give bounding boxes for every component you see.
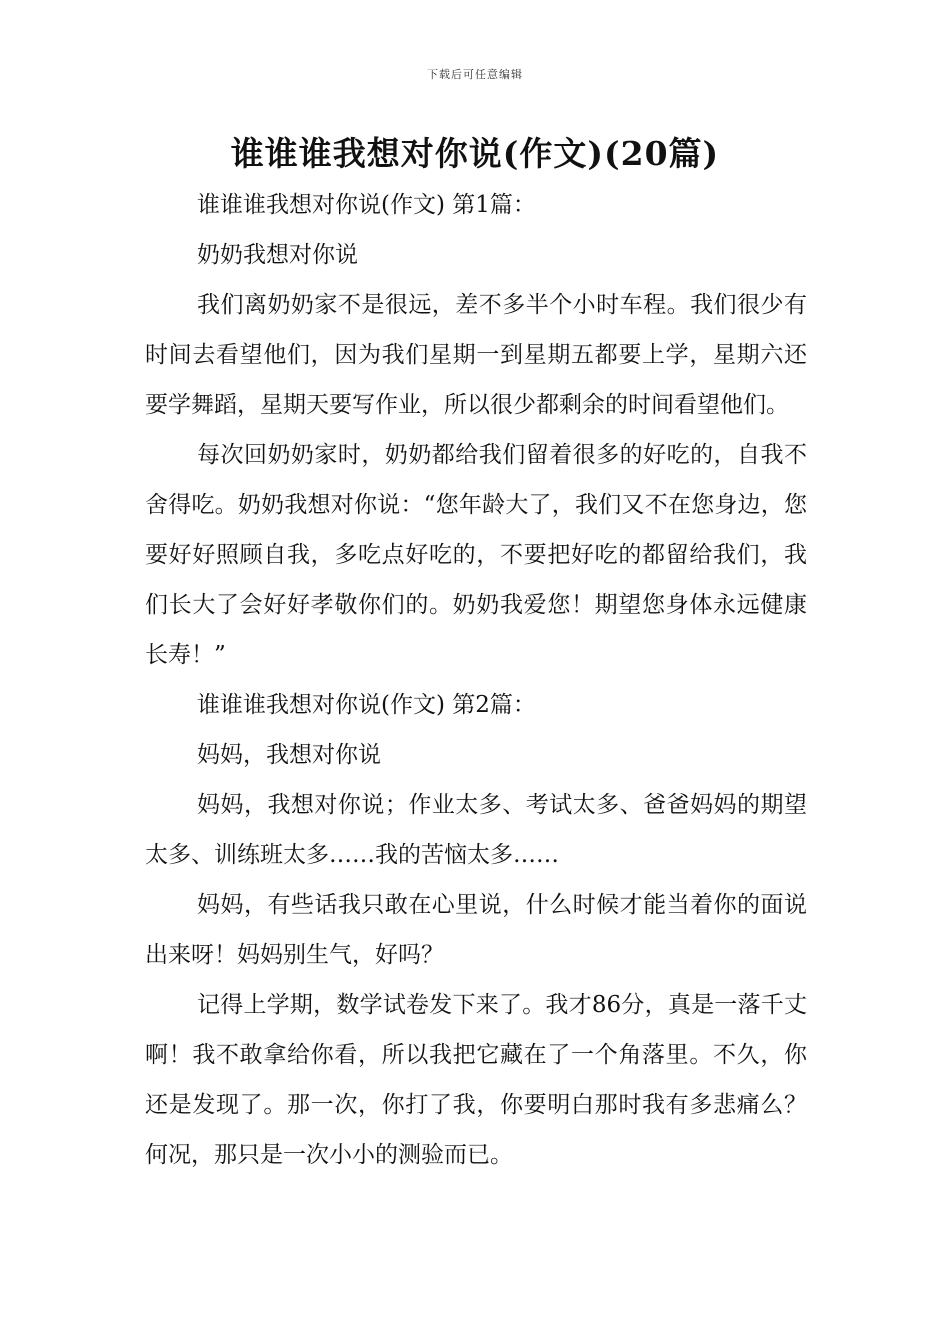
essay-title-1: 奶奶我想对你说 xyxy=(197,242,358,268)
document-body xyxy=(145,180,807,1180)
paragraph: 记得上学期，数学试卷发下来了。我才86分，真是一落千丈啊！我不敢拿给你看，所以我把它藏在了一个角落里。不久，你还是发现了。那一次，你打了我，你要明白那时我有多悲痛么？何况，那只是一次小小的测验而已。 xyxy=(145,992,807,1168)
section-heading-1: 谁谁谁我想对你说(作文) 第1篇： xyxy=(197,192,536,218)
paragraph: 每次回奶奶家时，奶奶都给我们留着很多的好吃的，自我不舍得吃。奶奶我想对你说：“您年龄大了，我们又不在您身边，您要好好照顾自我，多吃点好吃的，不要把好吃的都留给我们，我们长大了会好好孝敬你们的。奶奶我爱您！期望您身体永远健康长寿！” xyxy=(145,442,807,668)
essay-title-2: 妈妈，我想对你说 xyxy=(197,742,381,768)
section-heading-2: 谁谁谁我想对你说(作文) 第2篇： xyxy=(197,692,536,718)
paragraph: 妈妈，有些话我只敢在心里说，什么时候才能当着你的面说出来呀！妈妈别生气，好吗？ xyxy=(145,892,807,968)
header-note: 下载后可任意编辑 xyxy=(427,68,523,81)
paragraph: 我们离奶奶家不是很远，差不多半个小时车程。我们很少有时间去看望他们，因为我们星期一到星期五都要上学，星期六还要学舞蹈，星期天要写作业，所以很少都剩余的时间看望他们。 xyxy=(145,292,807,418)
paragraph: 妈妈，我想对你说；作业太多、考试太多、爸爸妈妈的期望太多、训练班太多……我的苦恼太多…… xyxy=(145,792,807,868)
document-title: 谁谁谁我想对你说(作文)(20篇) xyxy=(230,134,720,173)
